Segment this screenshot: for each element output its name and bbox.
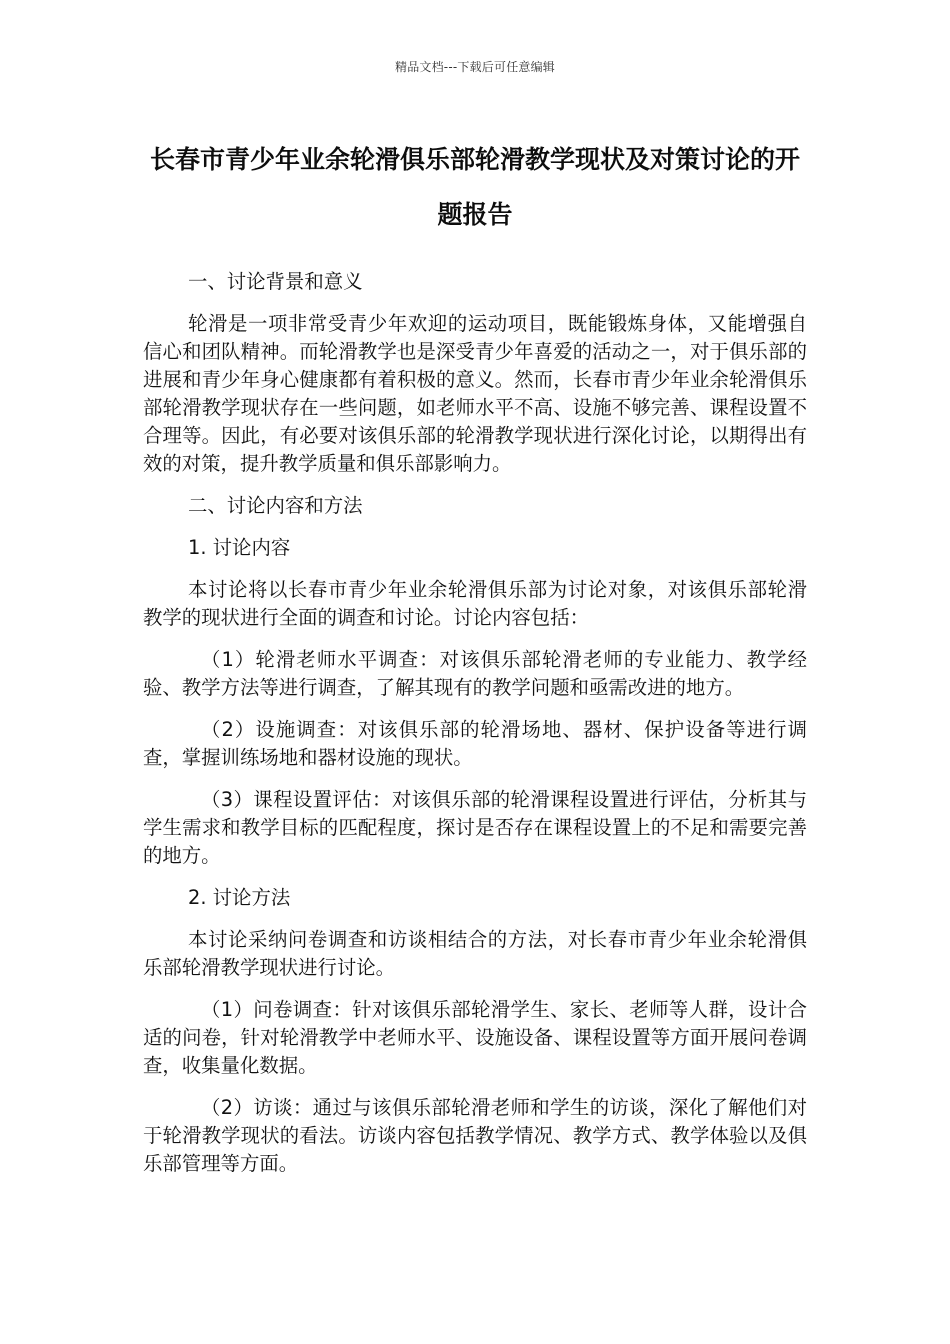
list-item-course-evaluation: （3）课程设置评估：对该俱乐部的轮滑课程设置进行评估，分析其与学生需求和教学目标的匹配程度，探讨是否存在课程设置上的不足和需要完善的地方。 <box>143 788 807 867</box>
paragraph-content-intro: 本讨论将以长春市青少年业余轮滑俱乐部为讨论对象，对该俱乐部轮滑教学的现状进行全面的调查和讨论。讨论内容包括： <box>143 578 807 629</box>
list-item-teacher-survey: （1）轮滑老师水平调查：对该俱乐部轮滑老师的专业能力、教学经验、教学方法等进行调查，了解其现有的教学问题和亟需改进的地方。 <box>143 648 807 699</box>
subsection-heading-content: 1. 讨论内容 <box>188 536 291 559</box>
list-item-facility-survey: （2）设施调查：对该俱乐部的轮滑场地、器材、保护设备等进行调查，掌握训练场地和器材设施的现状。 <box>143 718 807 769</box>
paragraph-method-intro: 本讨论采纳问卷调查和访谈相结合的方法，对长春市青少年业余轮滑俱乐部轮滑教学现状进行讨论。 <box>143 928 807 979</box>
section-heading-background: 一、讨论背景和意义 <box>188 270 363 293</box>
list-item-interview: （2）访谈：通过与该俱乐部轮滑老师和学生的访谈，深化了解他们对于轮滑教学现状的看法。访谈内容包括教学情况、教学方式、教学体验以及俱乐部管理等方面。 <box>143 1096 807 1175</box>
subsection-heading-method: 2. 讨论方法 <box>188 886 291 909</box>
document-body <box>143 268 807 1192</box>
section-heading-content-method: 二、讨论内容和方法 <box>188 494 363 517</box>
document-title: 长春市青少年业余轮滑俱乐部轮滑教学现状及对策讨论的开题报告 <box>149 145 800 229</box>
header-note: 精品文档---下载后可任意编辑 <box>395 60 555 74</box>
paragraph-background: 轮滑是一项非常受青少年欢迎的运动项目，既能锻炼身体，又能增强自信心和团队精神。而轮滑教学也是深受青少年喜爱的活动之一，对于俱乐部的进展和青少年身心健康都有着积极的意义。然而，长春市青少年业余轮滑俱乐部轮滑教学现状存在一些问题，如老师水平不高、设施不够完善、课程设置不合理等。因此，有必要对该俱乐部的轮滑教学现状进行深化讨论，以期得出有效的对策，提升教学质量和俱乐部影响力。 <box>143 312 807 475</box>
list-item-questionnaire: （1）问卷调查：针对该俱乐部轮滑学生、家长、老师等人群，设计合适的问卷，针对轮滑教学中老师水平、设施设备、课程设置等方面开展问卷调查，收集量化数据。 <box>143 998 807 1077</box>
